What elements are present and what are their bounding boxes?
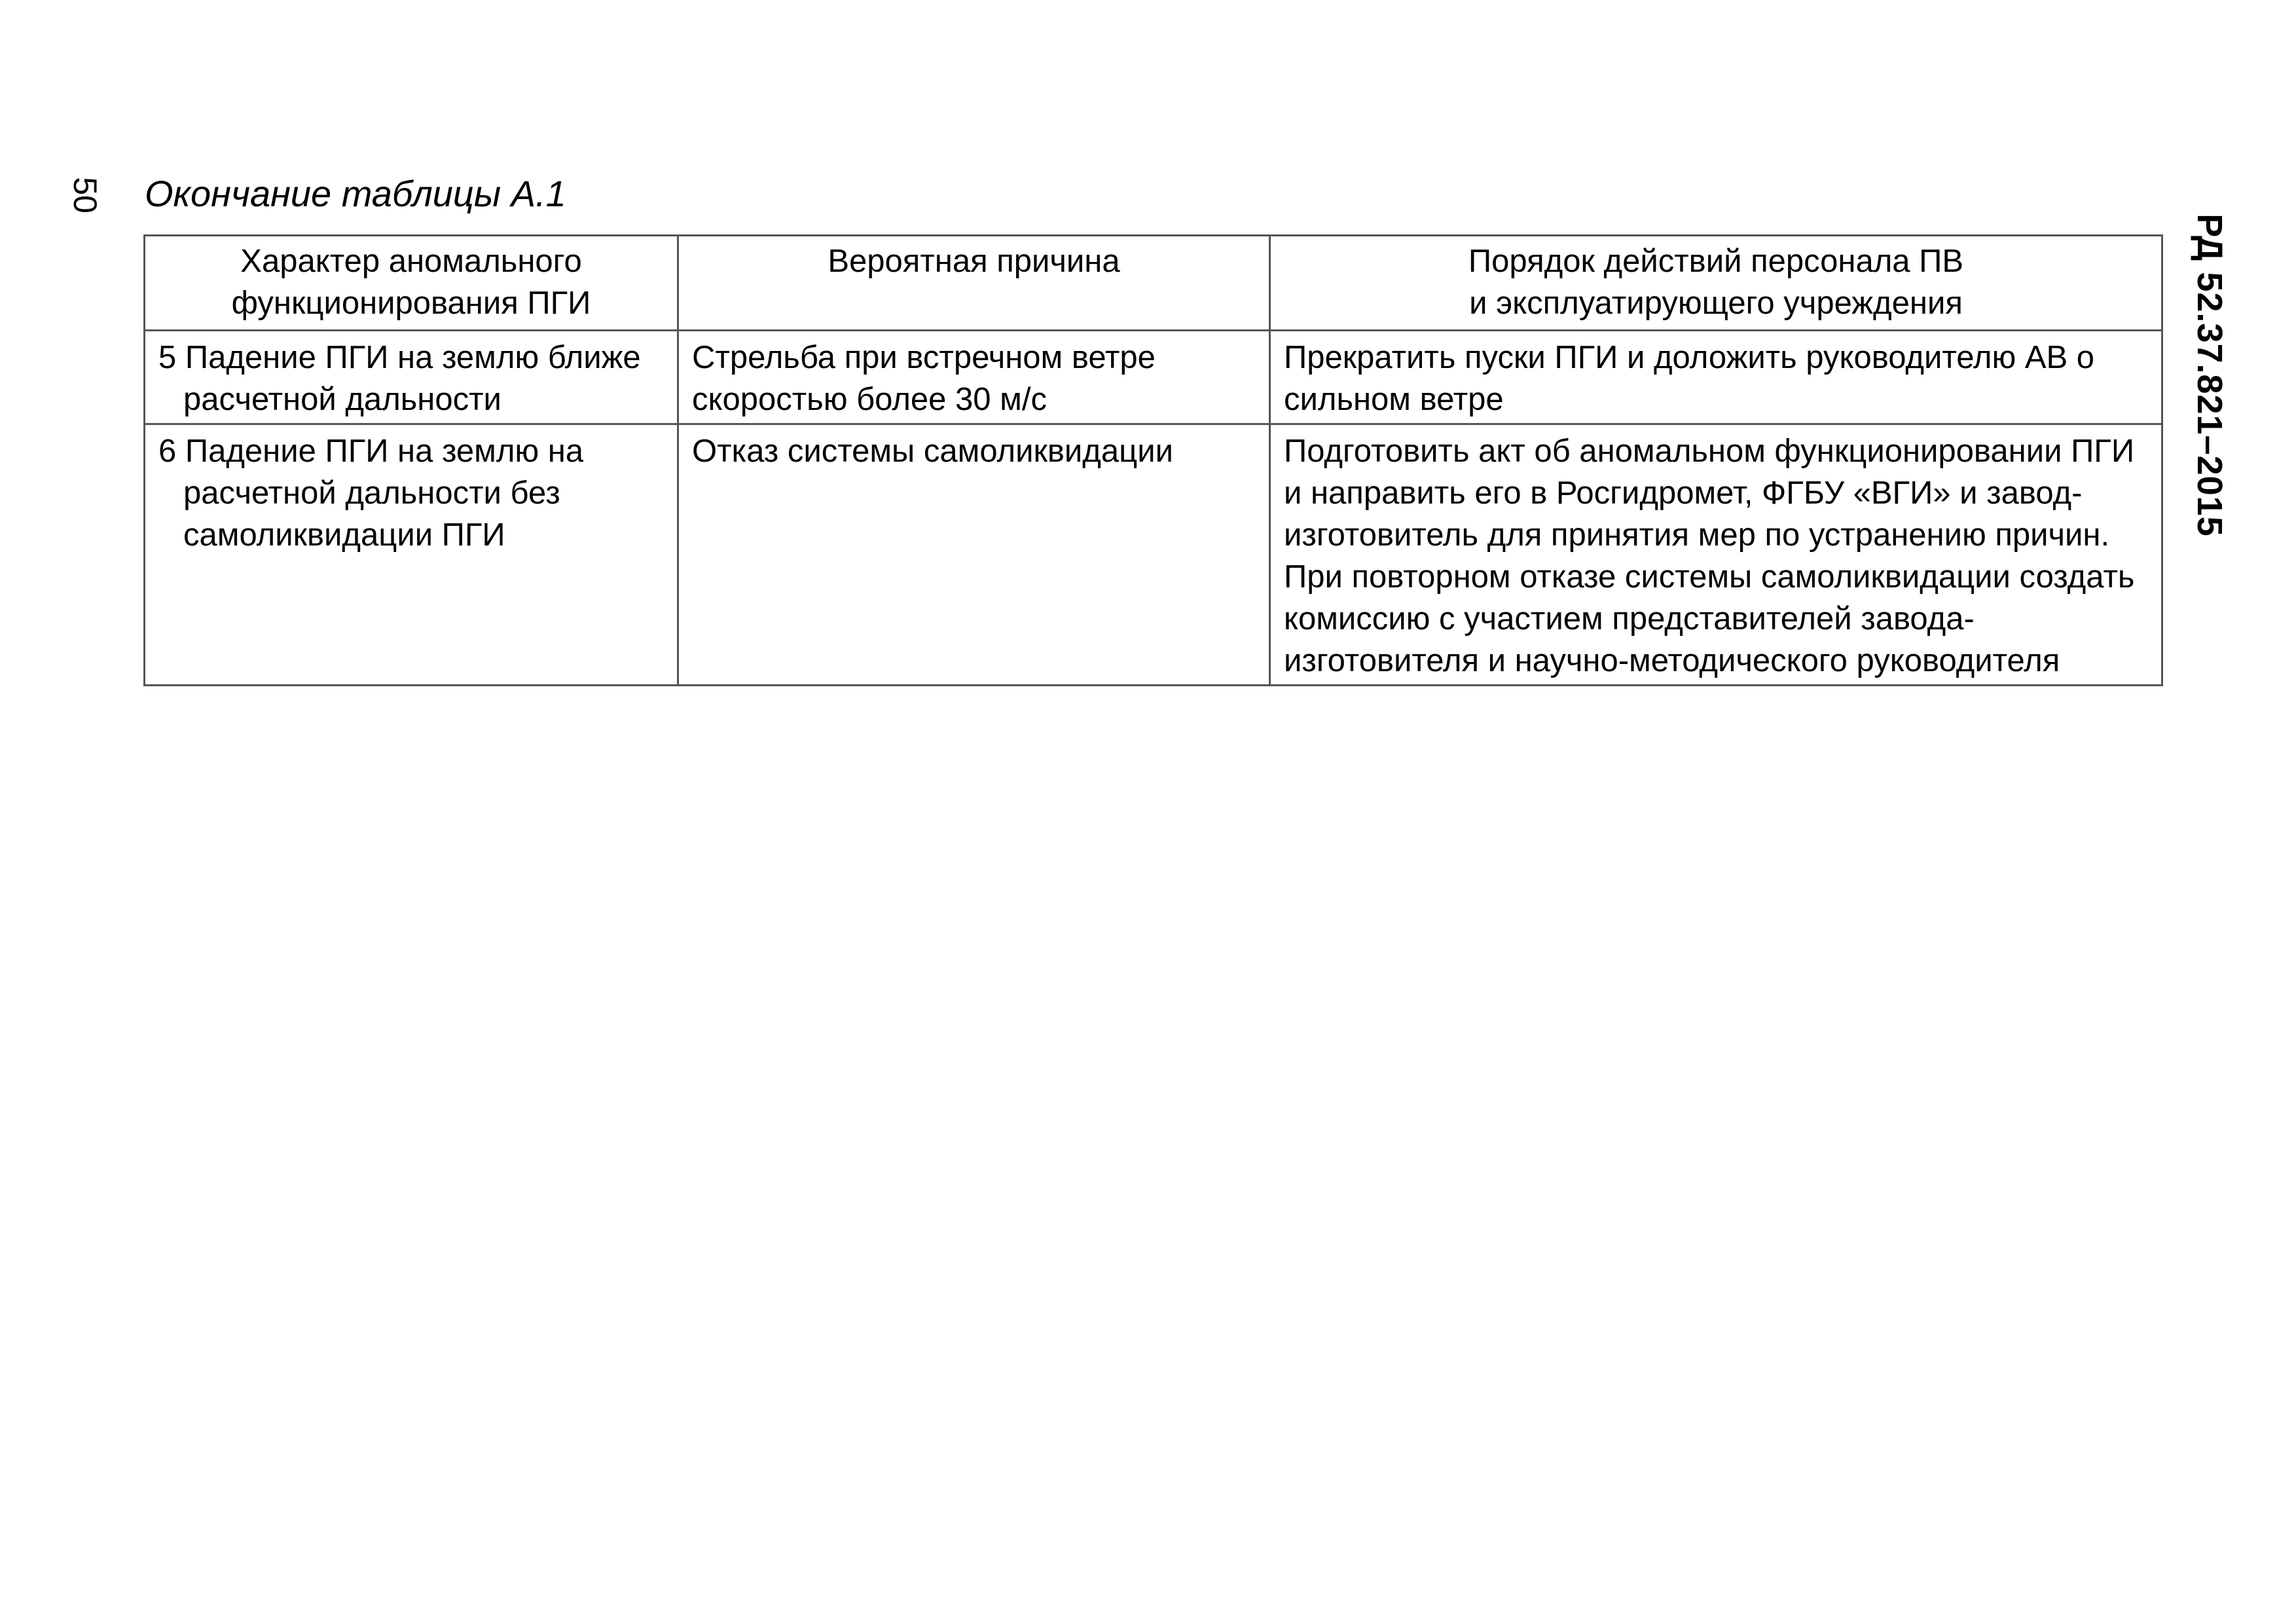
header-actions: Порядок действий персонала ПВ и эксплуатирующего учреждения	[1270, 236, 2162, 331]
doc-code-container	[2180, 202, 2239, 549]
cell-actions: Прекратить пуски ПГИ и доложить руководителю АВ о сильном ветре	[1270, 331, 2162, 424]
page-number: 50	[67, 177, 103, 213]
table-row	[145, 331, 2162, 424]
cell-character: 6 Падение ПГИ на землю на расчетной дальности без самоликвидации ПГИ	[145, 424, 678, 686]
document-code: РД 52.37.821–2015	[2190, 213, 2229, 537]
cell-cause: Стрельба при встречном ветре скоростью более 30 м/с	[678, 331, 1270, 424]
cell-actions: Подготовить акт об аномальном функционировании ПГИ и направить его в Росгидромет, ФГБУ «ВГИ» и завод-изготовитель для принятия мер по устранению причин. При повторном отказе системы самоликвидации создать комиссию с участием представителей завода-изготовителя и научно-методического руководителя	[1270, 424, 2162, 686]
anomaly-table	[143, 234, 2163, 686]
cell-character: 5 Падение ПГИ на землю ближе расчетной дальности	[145, 331, 678, 424]
table-caption: Окончание таблицы А.1	[145, 173, 566, 214]
table-row	[145, 424, 2162, 686]
header-cause: Вероятная причина	[678, 236, 1270, 331]
header-character: Характер аномального функционирования ПГИ	[145, 236, 678, 331]
cell-cause: Отказ системы самоликвидации	[678, 424, 1270, 686]
table-header-row	[145, 236, 2162, 331]
